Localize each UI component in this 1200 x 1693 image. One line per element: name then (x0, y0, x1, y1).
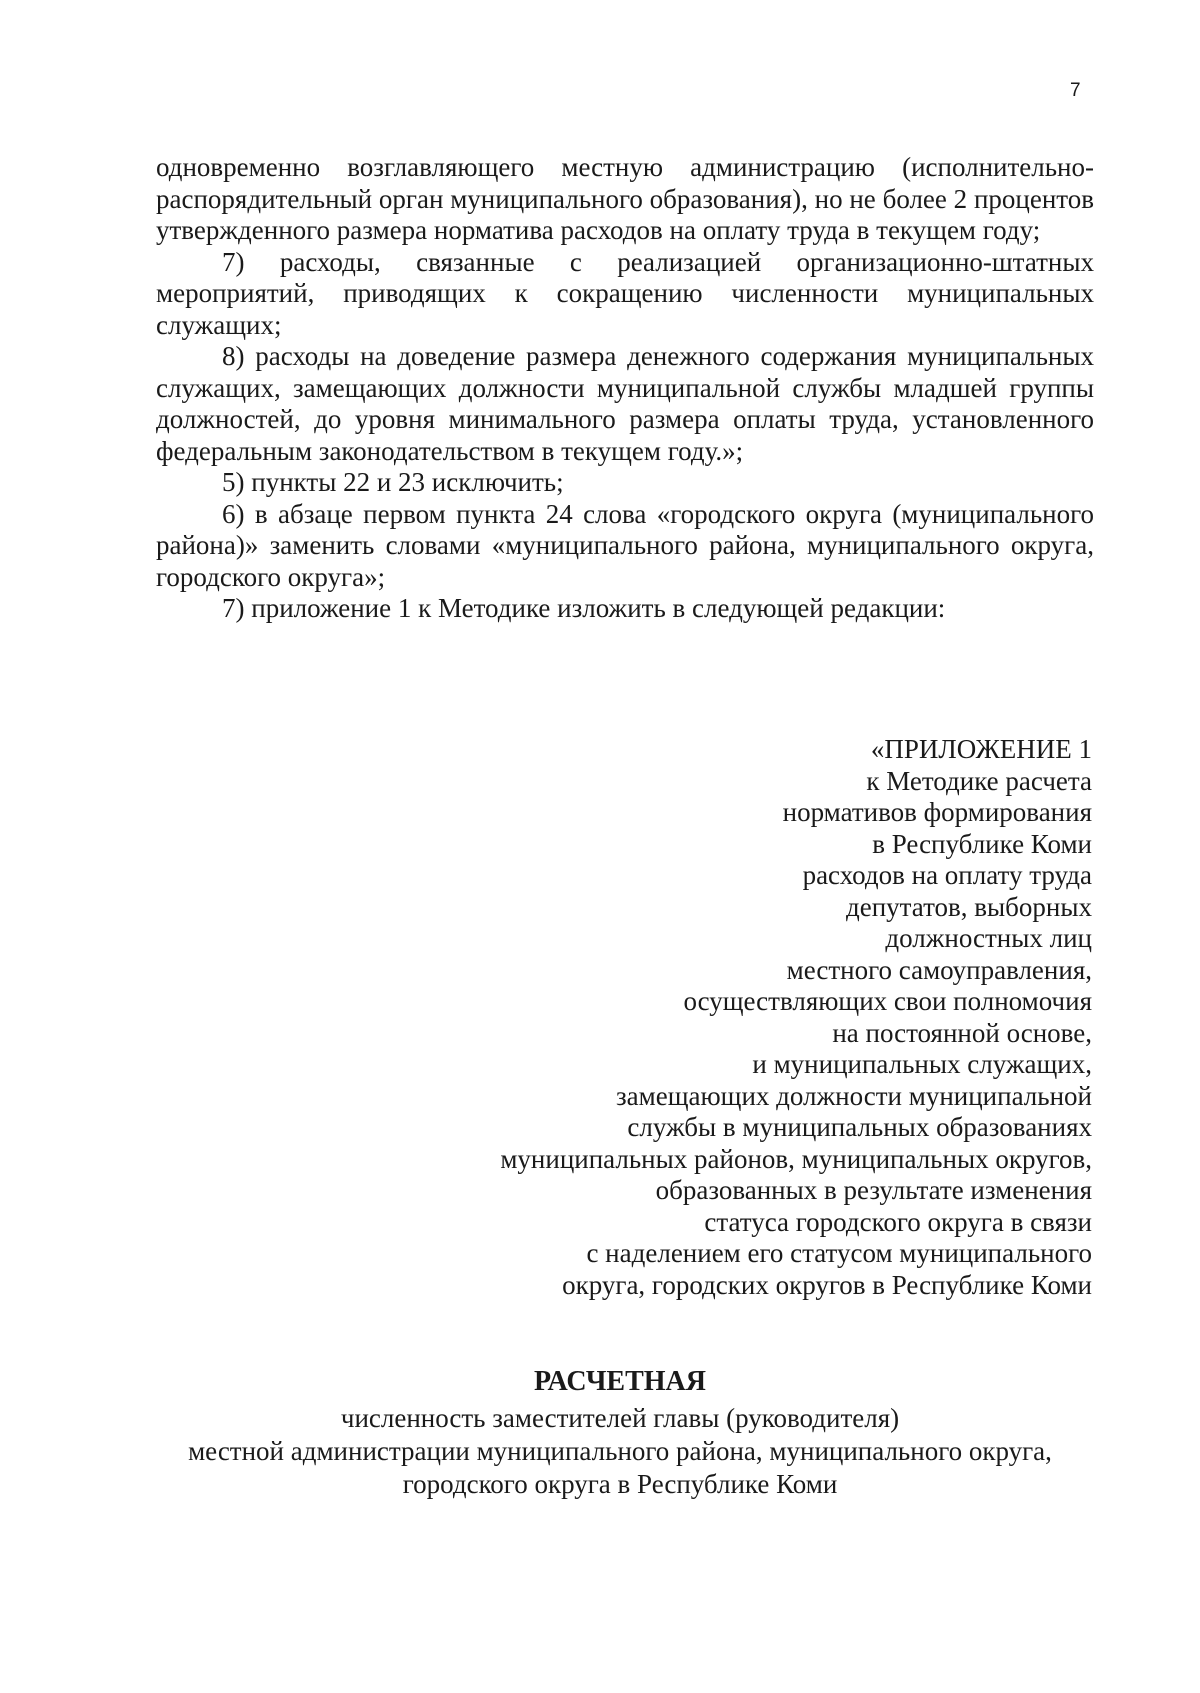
paragraph-item-5: 5) пункты 22 и 23 исключить; (222, 467, 564, 497)
appendix-line: замещающих должности муниципальной (615, 1080, 1092, 1111)
title-line: городского округа в Республике Коми (402, 1469, 838, 1499)
paragraph-continuation: одновременно возглавляющего местную администрацию (исполнительно-распорядительный орган муниципального образования), но не более 2 процентов утвержденного размера норматива расходов на оплату труда в текущем году; (156, 152, 1094, 245)
appendix-line: на постоянной основе, (832, 1017, 1092, 1048)
appendix-line: «ПРИЛОЖЕНИЕ 1 (870, 734, 1092, 764)
paragraph-item-8-expenses: 8) расходы на доведение размера денежного содержания муниципальных служащих, замещающих должности муниципальной службы младшей группы должностей, до уровня минимального размера оплаты труда, установленного федеральным законодательством в текущем году.»; (156, 341, 1094, 466)
appendix-line: муниципальных районов, муниципальных округов, (500, 1143, 1092, 1174)
page-number: 7 (1070, 80, 1081, 101)
appendix-line: с наделением его статусом муниципального (586, 1238, 1092, 1268)
document-title (110, 1365, 1130, 1501)
paragraph-item-6: 6) в абзаце первом пункта 24 слова «городского округа (муниципального района)» заменить словами «муниципального района, муниципального округа, городского округа»; (156, 498, 1094, 592)
appendix-line: расходов на оплату труда (802, 860, 1092, 890)
appendix-line: образованных в результате изменения (655, 1175, 1092, 1205)
appendix-line: нормативов формирования (782, 797, 1092, 827)
appendix-line: депутатов, выборных (846, 891, 1092, 922)
appendix-line: статуса городского округа в связи (704, 1206, 1092, 1237)
appendix-heading (332, 734, 1092, 1301)
appendix-line: в Республике Коми (872, 828, 1092, 859)
appendix-line: службы в муниципальных образованиях (627, 1112, 1092, 1142)
paragraph-item-7-expenses: 7) расходы, связанные с реализацией организационно-штатных мероприятий, приводящих к сокращению численности муниципальных служащих; (156, 246, 1094, 340)
appendix-line: местного самоуправления, (786, 954, 1092, 985)
appendix-line: осуществляющих свои полномочия (683, 986, 1092, 1016)
title-heading: РАСЧЕТНАЯ (534, 1366, 706, 1397)
appendix-line: и муниципальных служащих, (752, 1049, 1092, 1079)
appendix-line: округа, городских округов в Республике Коми (562, 1269, 1092, 1300)
body-text (156, 152, 1094, 625)
appendix-line: должностных лиц (885, 923, 1092, 953)
appendix-line: к Методике расчета (866, 765, 1092, 796)
title-line: местной администрации муниципального района, муниципального округа, (188, 1436, 1052, 1466)
paragraph-item-7-appendix: 7) приложение 1 к Методике изложить в следующей редакции: (222, 593, 946, 623)
title-line: численность заместителей главы (руководителя) (340, 1403, 900, 1433)
